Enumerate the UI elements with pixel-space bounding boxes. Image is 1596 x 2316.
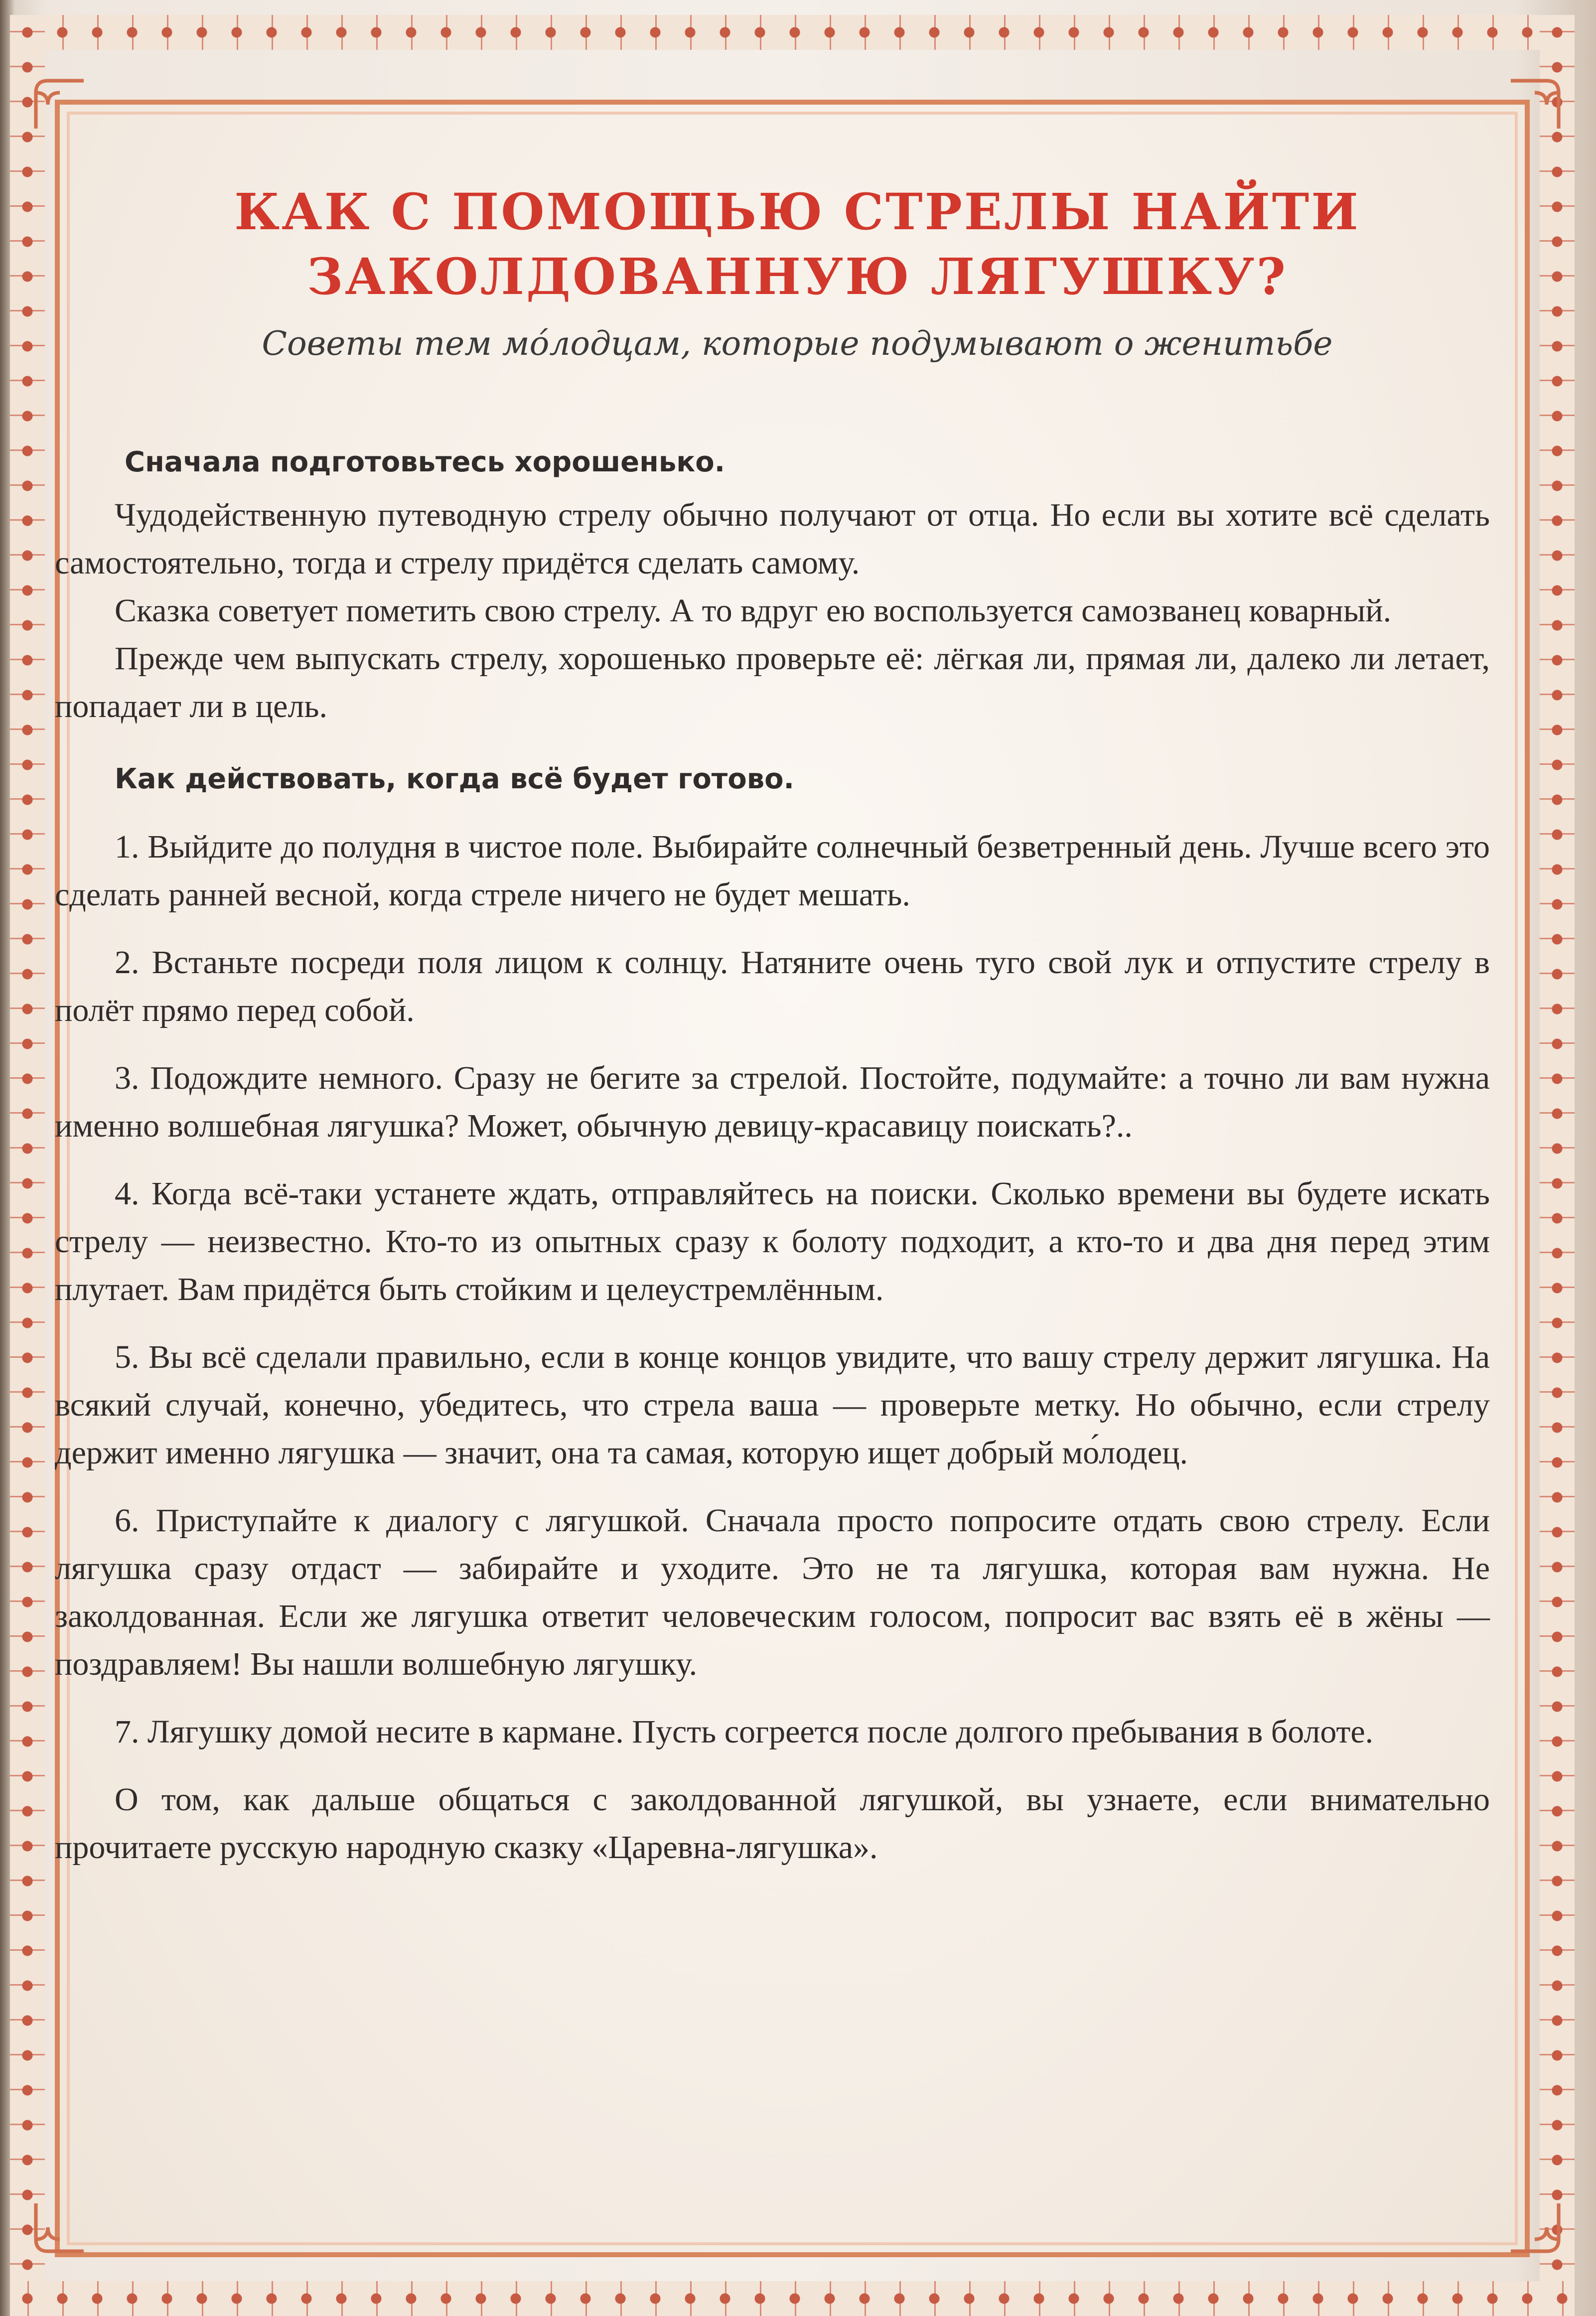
preparation-paragraph: Чудодейственную путеводную стрелу обычно получают от отца. Но если вы хотите всё сделать самостоятельно, тогда и стрелу придётся сделать самому. bbox=[55, 497, 1490, 581]
title-line-2: ЗАКОЛДОВАННУЮ ЛЯГУШКУ? bbox=[306, 247, 1288, 306]
page-subtitle: Советы тем мо́лодцам, которые подумывают о женитьбе bbox=[262, 324, 1333, 363]
preparation-heading: Сначала подготовьтесь хорошенько. bbox=[125, 446, 725, 478]
step-item: 7. Лягушку домой несите в кармане. Пусть согреется после долгого пребывания в болоте. bbox=[115, 1714, 1374, 1750]
title-line-1: КАК С ПОМОЩЬЮ СТРЕЛЫ НАЙТИ bbox=[234, 182, 1360, 241]
preparation-paragraph: Прежде чем выпускать стрелу, хорошенько проверьте её: лёгкая ли, прямая ли, далеко ли летает, попадает ли в цель. bbox=[55, 640, 1490, 724]
article-body bbox=[55, 438, 1490, 1872]
page-title bbox=[149, 179, 1445, 309]
corner-ornament-icon bbox=[1505, 2197, 1565, 2257]
closing-paragraph: О том, как дальше общаться с заколдованной лягушкой, вы узнаете, если внимательно прочитаете русскую народную сказку «Царевна-лягушка». bbox=[55, 1781, 1490, 1866]
step-item: 1. Выйдите до полудня в чистое поле. Выбирайте солнечный безветренный день. Лучше всего это сделать ранней весной, когда стреле ничего не будет мешать. bbox=[55, 829, 1490, 913]
step-item: 2. Встаньте посреди поля лицом к солнцу. Натяните очень туго свой лук и отпустите стрелу в полёт прямо перед собой. bbox=[55, 944, 1490, 1028]
corner-ornament-icon bbox=[30, 2197, 90, 2257]
step-item: 3. Подождите немного. Сразу не бегите за стрелой. Постойте, подумайте: а точно ли вам нужна именно волшебная лягушка? Может, обычную девицу-красавицу поискать?.. bbox=[55, 1060, 1490, 1144]
ornament-border-top bbox=[10, 15, 1575, 50]
corner-ornament-icon bbox=[30, 75, 90, 135]
preparation-paragraph: Сказка советует пометить свою стрелу. А то вдруг ею воспользуется самозванец коварный. bbox=[115, 592, 1392, 629]
ornament-border-right bbox=[1540, 15, 1575, 2307]
ornament-border-bottom bbox=[10, 2281, 1575, 2316]
step-item: 4. Когда всё-таки устанете ждать, отправляйтесь на поиски. Сколько времени вы будете искать стрелу — неизвестно. Кто-то из опытных сразу к болоту подходит, а кто-то и два дня перед этим плутает. Вам придётся быть стойким и целеустремлённым. bbox=[55, 1175, 1490, 1307]
steps-heading: Как действовать, когда всё будет готово. bbox=[115, 763, 794, 795]
step-item: 5. Вы всё сделали правильно, если в конце концов увидите, что вашу стрелу держит лягушка. На всякий случай, конечно, убедитесь, что стрела ваша — проверьте метку. Но обычно, если стрелу держит именно лягушка — значит, она та самая, которую ищет добрый мо́лодец. bbox=[55, 1339, 1490, 1471]
corner-ornament-icon bbox=[1505, 75, 1565, 135]
ornament-border-left bbox=[10, 15, 45, 2307]
step-item: 6. Приступайте к диалогу с лягушкой. Сначала просто попросите отдать свою стрелу. Если лягушка сразу отдаст — забирайте и уходите. Это не та лягушка, которая вам нужна. Не заколдованная. Если же лягушка ответит человеческим голосом, попросит вас взять её в жёны — поздравляем! Вы нашли волшебную лягушку. bbox=[55, 1502, 1490, 1682]
